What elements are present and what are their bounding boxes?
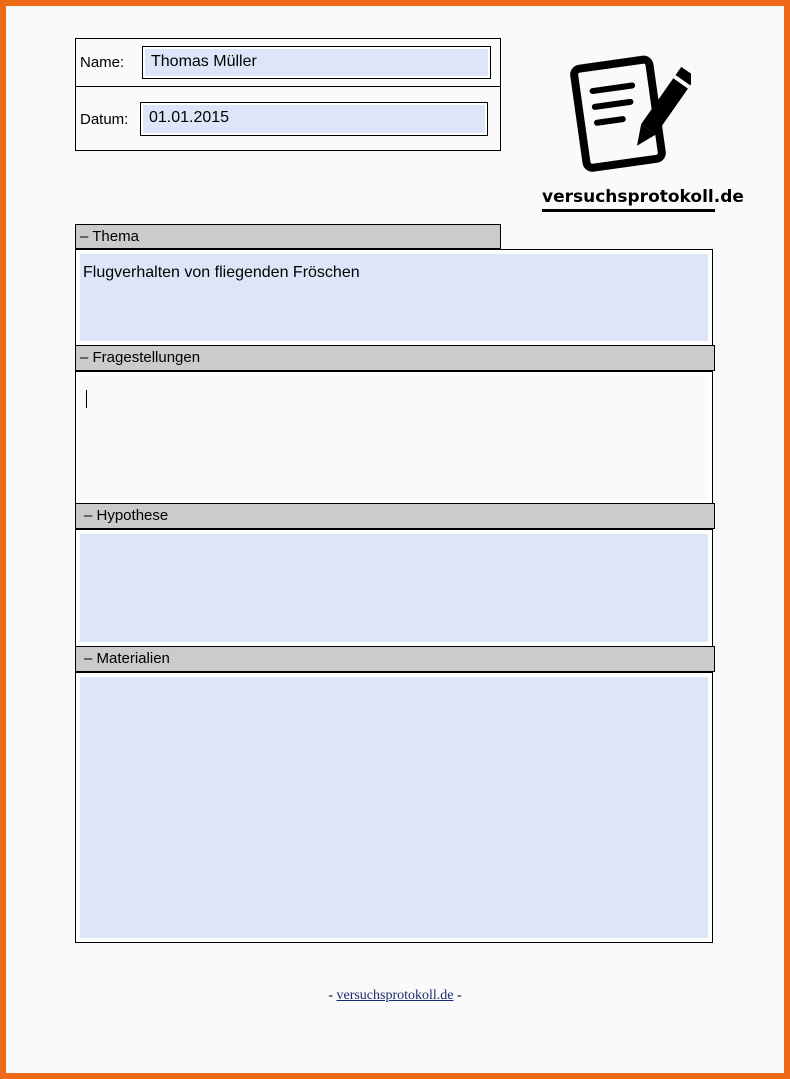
section-title-hypothese: – Hypothese — [75, 503, 715, 529]
thema-textarea[interactable]: Flugverhalten von fliegenden Fröschen — [80, 254, 708, 341]
section-box-thema — [75, 249, 713, 346]
fragestellungen-textarea[interactable] — [80, 376, 708, 499]
section-title-fragestellungen: – Fragestellungen — [75, 345, 715, 371]
footer-prefix: - — [328, 988, 333, 1003]
footer — [6, 988, 784, 1004]
footer-suffix: - — [457, 988, 462, 1003]
text-cursor — [86, 390, 87, 408]
section-box-fragestellungen — [75, 371, 713, 504]
section-box-hypothese — [75, 529, 713, 647]
name-field[interactable] — [142, 46, 491, 79]
hypothese-textarea[interactable] — [80, 534, 708, 642]
footer-link[interactable]: versuchsprotokoll.de — [336, 988, 454, 1003]
name-row — [75, 38, 501, 87]
materialien-textarea[interactable] — [80, 677, 708, 938]
section-title-materialien: – Materialien — [75, 646, 715, 672]
date-row — [75, 86, 501, 151]
name-value: Thomas Müller — [145, 49, 488, 76]
name-label: Name: — [80, 54, 125, 71]
page — [6, 6, 784, 1073]
notepad-pencil-icon — [566, 54, 691, 179]
date-label: Datum: — [80, 111, 129, 128]
section-box-materialien — [75, 672, 713, 943]
date-value: 01.01.2015 — [143, 105, 485, 133]
logo-text: versuchsprotokoll.de — [542, 187, 744, 207]
logo-underline — [542, 209, 715, 212]
date-field[interactable] — [140, 102, 488, 136]
section-title-thema: – Thema — [75, 224, 501, 249]
